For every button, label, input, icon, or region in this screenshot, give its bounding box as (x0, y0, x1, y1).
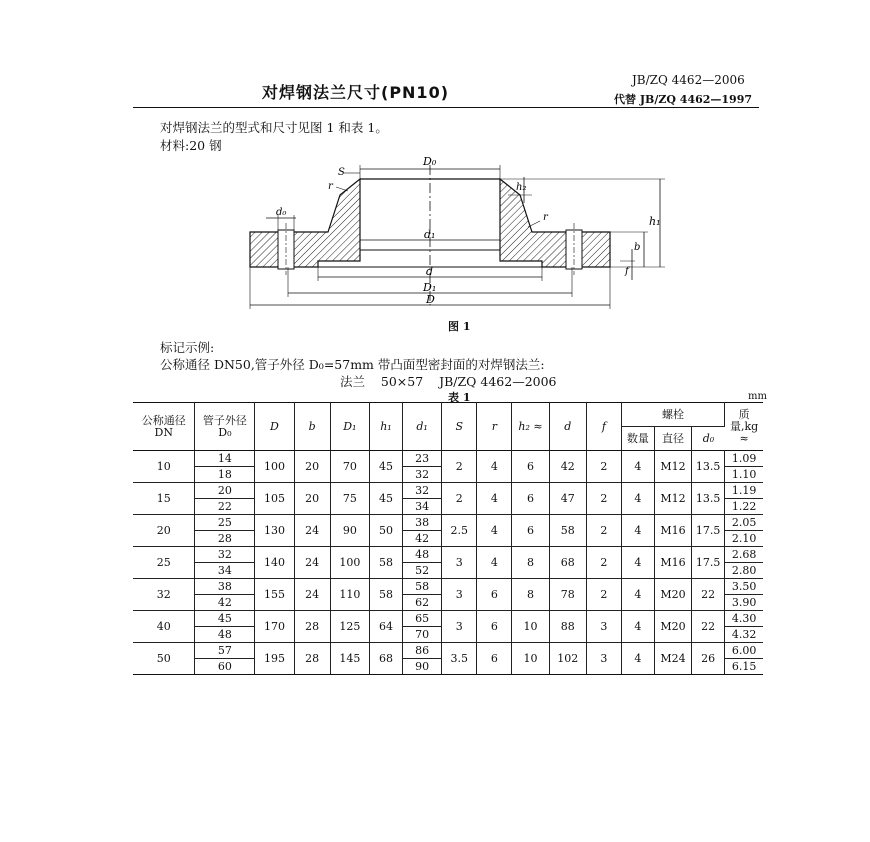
cell-d0: 26 (692, 643, 725, 675)
cell-r: 4 (477, 483, 512, 515)
cell-d0: 22 (692, 611, 725, 643)
cell-mass: 2.80 (725, 563, 763, 579)
table-row (133, 515, 763, 531)
replaced-standard: 代替 JB/ZQ 4462—1997 (614, 93, 753, 106)
cell-mass: 4.32 (725, 627, 763, 643)
cell-d1: 34 (403, 499, 442, 515)
table-row (133, 643, 763, 659)
cell-S: 2 (442, 483, 477, 515)
col-S: S (442, 403, 477, 451)
cell-d: 68 (549, 547, 586, 579)
cell-S: 3.5 (442, 643, 477, 675)
col-mass: 质量,kg ≈ (725, 403, 763, 451)
label-D: D (426, 293, 435, 306)
cell-r: 4 (477, 547, 512, 579)
cell-S: 2.5 (442, 515, 477, 547)
cell-h2: 6 (512, 483, 549, 515)
cell-d0: 17.5 (692, 547, 725, 579)
cell-dia: M16 (654, 547, 691, 579)
cell-mass: 6.15 (725, 659, 763, 675)
intro-line-1: 对焊钢法兰的型式和尺寸见图 1 和表 1。 (160, 120, 388, 135)
cell-h2: 8 (512, 547, 549, 579)
cell-d: 47 (549, 483, 586, 515)
marking-heading: 标记示例: (160, 340, 215, 355)
cell-h1: 58 (369, 579, 402, 611)
figure-caption: 图 1 (448, 320, 471, 333)
header-rule (133, 107, 759, 108)
cell-D0: 32 (195, 547, 255, 563)
cell-h1: 58 (369, 547, 402, 579)
label-r-top: r (328, 181, 333, 192)
cell-D: 105 (255, 483, 294, 515)
cell-D0: 25 (195, 515, 255, 531)
cell-D: 155 (255, 579, 294, 611)
label-h1: h₁ (649, 215, 661, 228)
cell-D1: 100 (330, 547, 369, 579)
cell-mass: 1.22 (725, 499, 763, 515)
cell-d1: 52 (403, 563, 442, 579)
cell-D0: 34 (195, 563, 255, 579)
cell-S: 2 (442, 451, 477, 483)
cell-r: 6 (477, 579, 512, 611)
cell-d: 78 (549, 579, 586, 611)
col-dn: 公称通径 DN (133, 403, 195, 451)
cell-S: 3 (442, 547, 477, 579)
cell-D: 130 (255, 515, 294, 547)
cell-h1: 64 (369, 611, 402, 643)
cell-D0: 38 (195, 579, 255, 595)
cell-dia: M16 (654, 515, 691, 547)
label-d1: d₁ (424, 228, 436, 241)
cell-d1: 70 (403, 627, 442, 643)
col-h1: h₁ (369, 403, 402, 451)
cell-mass: 3.90 (725, 595, 763, 611)
cell-h2: 6 (512, 451, 549, 483)
cell-d: 88 (549, 611, 586, 643)
cell-r: 4 (477, 515, 512, 547)
col-bolt: 螺栓 (621, 403, 724, 427)
cell-mass: 1.09 (725, 451, 763, 467)
cell-dn: 15 (133, 483, 195, 515)
cell-d1: 38 (403, 515, 442, 531)
col-bolt-dia: 直径 (654, 427, 691, 451)
marking-line-1: 公称通径 DN50,管子外径 D₀=57mm 带凸面型密封面的对焊钢法兰: (160, 357, 545, 372)
cell-d1: 32 (403, 467, 442, 483)
label-D0: D₀ (423, 155, 437, 168)
cell-b: 24 (294, 547, 330, 579)
cell-d1: 58 (403, 579, 442, 595)
col-f: f (586, 403, 621, 451)
cell-f: 2 (586, 579, 621, 611)
label-S: S (338, 167, 345, 178)
cell-r: 6 (477, 643, 512, 675)
label-r-mid: r (543, 212, 548, 223)
cell-dia: M12 (654, 451, 691, 483)
flange-drawing (240, 155, 670, 315)
cell-D1: 75 (330, 483, 369, 515)
cell-qty: 4 (621, 547, 654, 579)
cell-D0: 60 (195, 659, 255, 675)
cell-h2: 10 (512, 611, 549, 643)
cell-d1: 48 (403, 547, 442, 563)
cell-D0: 18 (195, 467, 255, 483)
cell-f: 2 (586, 451, 621, 483)
col-bolt-d0: d₀ (702, 431, 715, 445)
cell-b: 28 (294, 611, 330, 643)
cell-D: 170 (255, 611, 294, 643)
cell-D: 100 (255, 451, 294, 483)
cell-dia: M12 (654, 483, 691, 515)
cell-qty: 4 (621, 611, 654, 643)
cell-dn: 25 (133, 547, 195, 579)
table-row (133, 451, 763, 467)
cell-r: 4 (477, 451, 512, 483)
col-b: b (294, 403, 330, 451)
label-h2: h₂ (516, 182, 527, 193)
cell-D: 140 (255, 547, 294, 579)
cell-d1: 32 (403, 483, 442, 499)
cell-dn: 10 (133, 451, 195, 483)
cell-r: 6 (477, 611, 512, 643)
cell-h2: 8 (512, 579, 549, 611)
cell-mass: 2.05 (725, 515, 763, 531)
cell-h2: 10 (512, 643, 549, 675)
standard-number: JB/ZQ 4462—2006 (632, 73, 745, 87)
cell-d: 42 (549, 451, 586, 483)
table-body (133, 451, 763, 675)
cell-D1: 110 (330, 579, 369, 611)
cell-D0: 57 (195, 643, 255, 659)
cell-qty: 4 (621, 579, 654, 611)
cell-mass: 2.68 (725, 547, 763, 563)
cell-d0: 13.5 (692, 451, 725, 483)
cell-dn: 40 (133, 611, 195, 643)
cell-d1: 23 (403, 451, 442, 467)
cell-D0: 28 (195, 531, 255, 547)
cell-b: 24 (294, 515, 330, 547)
table-row (133, 579, 763, 595)
cell-d0: 17.5 (692, 515, 725, 547)
cell-qty: 4 (621, 643, 654, 675)
cell-D1: 145 (330, 643, 369, 675)
cell-D0: 14 (195, 451, 255, 467)
cell-f: 2 (586, 483, 621, 515)
table-row (133, 611, 763, 627)
page-title: 对焊钢法兰尺寸(PN10) (262, 83, 450, 102)
marking-line-2: 法兰 50×57 JB/ZQ 4462—2006 (340, 374, 557, 389)
cell-f: 3 (586, 611, 621, 643)
cell-f: 3 (586, 643, 621, 675)
col-D1: D₁ (330, 403, 369, 451)
col-d1: d₁ (403, 403, 442, 451)
col-d: d (549, 403, 586, 451)
cell-D0: 20 (195, 483, 255, 499)
cell-D0: 45 (195, 611, 255, 627)
cell-D: 195 (255, 643, 294, 675)
cell-h1: 45 (369, 451, 402, 483)
cell-h1: 68 (369, 643, 402, 675)
intro-line-2: 材料:20 钢 (160, 138, 222, 153)
cell-qty: 4 (621, 451, 654, 483)
cell-qty: 4 (621, 483, 654, 515)
cell-d0: 13.5 (692, 483, 725, 515)
cell-f: 2 (586, 547, 621, 579)
label-D1: D₁ (423, 281, 437, 294)
cell-mass: 4.30 (725, 611, 763, 627)
cell-D1: 70 (330, 451, 369, 483)
label-f: f (625, 266, 629, 277)
cell-dn: 50 (133, 643, 195, 675)
dimension-table (133, 402, 763, 675)
cell-d1: 62 (403, 595, 442, 611)
cell-dn: 32 (133, 579, 195, 611)
cell-mass: 1.19 (725, 483, 763, 499)
cell-h1: 50 (369, 515, 402, 547)
cell-mass: 2.10 (725, 531, 763, 547)
cell-d1: 90 (403, 659, 442, 675)
cell-mass: 1.10 (725, 467, 763, 483)
flange-section-left (250, 179, 360, 267)
cell-d1: 86 (403, 643, 442, 659)
cell-mass: 3.50 (725, 579, 763, 595)
cell-d: 102 (549, 643, 586, 675)
cell-d1: 42 (403, 531, 442, 547)
cell-mass: 6.00 (725, 643, 763, 659)
cell-D1: 90 (330, 515, 369, 547)
table-unit: mm (748, 391, 767, 402)
label-d0: d₀ (276, 207, 287, 218)
col-r: r (477, 403, 512, 451)
cell-dia: M20 (654, 579, 691, 611)
cell-b: 24 (294, 579, 330, 611)
col-D: D (255, 403, 294, 451)
cell-D0: 42 (195, 595, 255, 611)
cell-dia: M24 (654, 643, 691, 675)
cell-dia: M20 (654, 611, 691, 643)
cell-qty: 4 (621, 515, 654, 547)
cell-b: 20 (294, 483, 330, 515)
cell-h1: 45 (369, 483, 402, 515)
cell-f: 2 (586, 515, 621, 547)
cell-D1: 125 (330, 611, 369, 643)
table-caption: 表 1 (448, 391, 471, 404)
cell-b: 20 (294, 451, 330, 483)
label-d: d (426, 265, 434, 278)
cell-d1: 65 (403, 611, 442, 627)
col-bolt-qty: 数量 (621, 427, 654, 451)
cell-d0: 22 (692, 579, 725, 611)
cell-dn: 20 (133, 515, 195, 547)
cell-b: 28 (294, 643, 330, 675)
cell-d: 58 (549, 515, 586, 547)
cell-D0: 22 (195, 499, 255, 515)
col-pipe-od: 管子外径 D₀ (195, 403, 255, 451)
table-row (133, 483, 763, 499)
table-row (133, 547, 763, 563)
cell-S: 3 (442, 579, 477, 611)
col-h2: h₂ ≈ (512, 403, 549, 451)
cell-S: 3 (442, 611, 477, 643)
label-b: b (634, 242, 641, 253)
cell-h2: 6 (512, 515, 549, 547)
cell-D0: 48 (195, 627, 255, 643)
